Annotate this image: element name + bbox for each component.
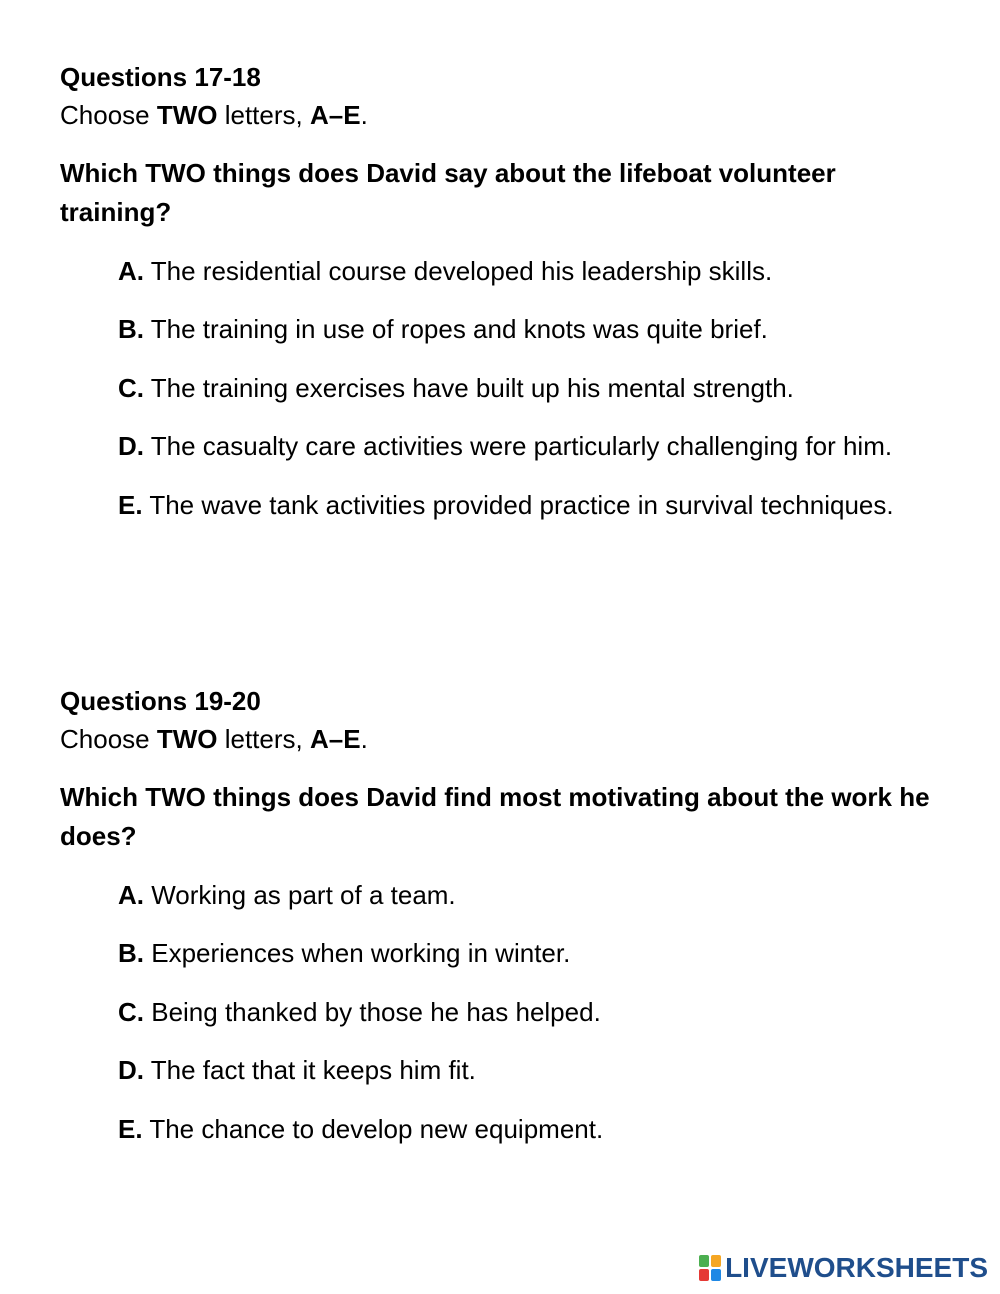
section-heading: Questions 17-18 <box>60 62 261 92</box>
question-section-19-20 <box>60 682 950 1149</box>
answer-option-c[interactable]: C. The training exercises have built up his mental strength. <box>118 372 794 403</box>
answer-options <box>60 876 950 1149</box>
answer-option-a[interactable]: A. The residential course developed his leadership skills. <box>118 255 773 286</box>
answer-option-a[interactable]: A. Working as part of a team. <box>118 879 456 910</box>
answer-option-e[interactable]: E. The chance to develop new equipment. <box>118 1113 604 1144</box>
section-heading: Questions 19-20 <box>60 686 261 716</box>
answer-option-b[interactable]: B. Experiences when working in winter. <box>118 938 571 968</box>
section-instruction: Choose TWO letters, A–E. <box>60 724 368 754</box>
answer-option-d[interactable]: D. The casualty care activities were particularly challenging for him. <box>118 431 893 461</box>
question-prompt: Which TWO things does David say about the lifeboat volunteer training? <box>60 158 836 227</box>
answer-option-d[interactable]: D. The fact that it keeps him fit. <box>118 1055 476 1085</box>
section-instruction: Choose TWO letters, A–E. <box>60 100 368 130</box>
answer-option-c[interactable]: C. Being thanked by those he has helped. <box>118 996 601 1027</box>
liveworksheets-logo <box>699 1250 988 1286</box>
question-prompt: Which TWO things does David find most motivating about the work he does? <box>60 782 930 851</box>
answer-option-e[interactable]: E. The wave tank activities provided practice in survival techniques. <box>118 489 894 520</box>
answer-option-b[interactable]: B. The training in use of ropes and knots was quite brief. <box>118 314 768 344</box>
question-section-17-18 <box>60 58 950 525</box>
logo-text: LIVEWORKSHEETS <box>725 1252 988 1283</box>
liveworksheets-logo-icon <box>699 1255 721 1281</box>
answer-options <box>60 252 950 525</box>
